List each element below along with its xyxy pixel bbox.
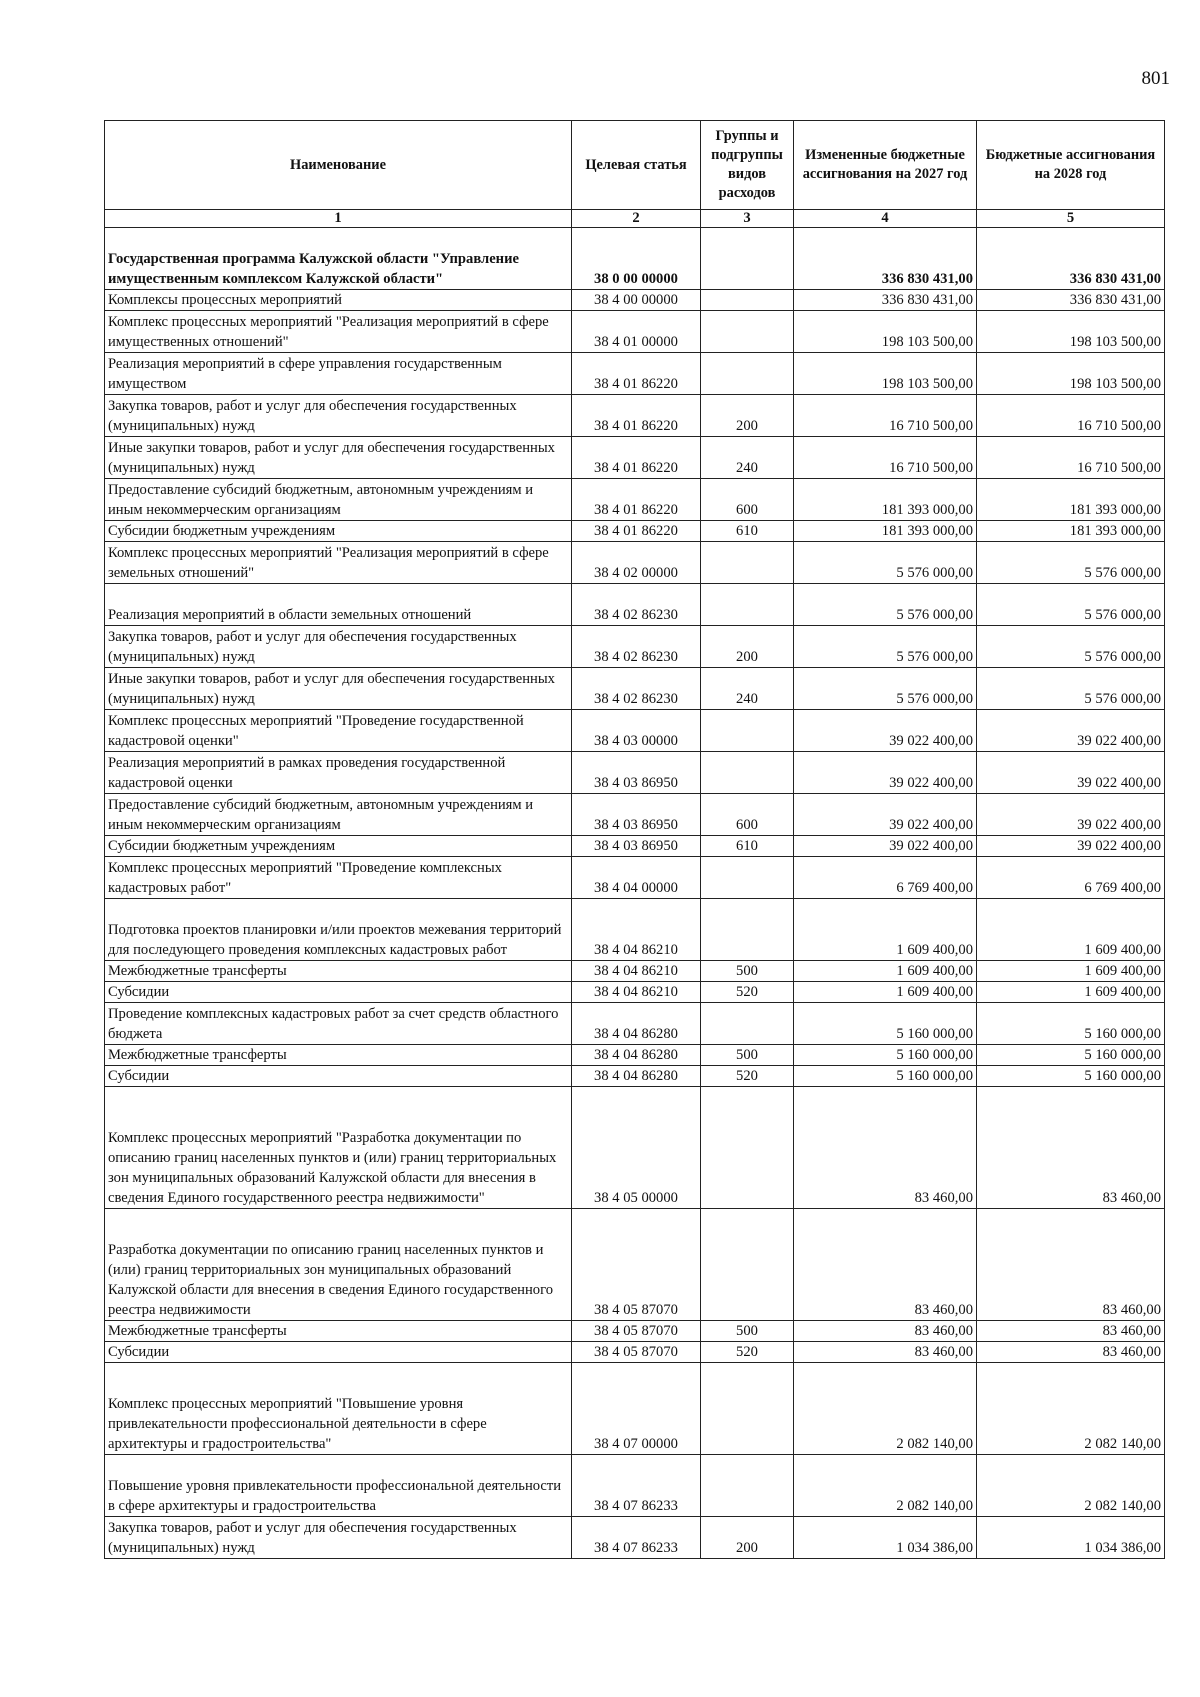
- table-row: [105, 752, 1165, 794]
- row-target-article: 38 4 05 87070: [572, 1209, 701, 1321]
- row-target-article: 38 4 04 86210: [572, 961, 701, 982]
- index-cell: 4: [794, 210, 977, 228]
- row-target-article: 38 4 04 86280: [572, 1003, 701, 1045]
- table-row: [105, 479, 1165, 521]
- row-target-article: 38 4 05 00000: [572, 1087, 701, 1209]
- index-row: [105, 210, 1165, 228]
- row-expense-group: 500: [701, 961, 794, 982]
- table-body: [105, 228, 1165, 1559]
- row-target-article: 38 4 01 86220: [572, 479, 701, 521]
- row-amount-2028: 83 460,00: [977, 1342, 1165, 1363]
- table-row: [105, 1455, 1165, 1517]
- table-row: [105, 794, 1165, 836]
- header-expense-groups: Группы и подгруппы видов расходов: [701, 121, 794, 210]
- row-amount-2028: 1 609 400,00: [977, 961, 1165, 982]
- row-name: Субсидии бюджетным учреждениям: [105, 521, 572, 542]
- row-name: Разработка документации по описанию границ населенных пунктов и (или) границ территориальных зон муниципальных образований Калужской области для внесения в сведения Единого государственного реестра недвижимости: [105, 1209, 572, 1321]
- row-expense-group: [701, 1363, 794, 1455]
- table-row: [105, 1363, 1165, 1455]
- row-name: Повышение уровня привлекательности профессиональной деятельности в сфере архитектуры и градостроительства: [105, 1455, 572, 1517]
- header-name: Наименование: [105, 121, 572, 210]
- row-amount-2027: 198 103 500,00: [794, 311, 977, 353]
- row-expense-group: [701, 899, 794, 961]
- row-name: Реализация мероприятий в области земельных отношений: [105, 584, 572, 626]
- row-target-article: 38 4 04 86280: [572, 1045, 701, 1066]
- table-row: [105, 1066, 1165, 1087]
- row-amount-2028: 181 393 000,00: [977, 479, 1165, 521]
- table-row: [105, 626, 1165, 668]
- table-row: [105, 542, 1165, 584]
- row-name: Предоставление субсидий бюджетным, автономным учреждениям и иным некоммерческим организациям: [105, 794, 572, 836]
- row-amount-2027: 6 769 400,00: [794, 857, 977, 899]
- row-amount-2027: 181 393 000,00: [794, 479, 977, 521]
- row-amount-2027: 1 609 400,00: [794, 961, 977, 982]
- row-expense-group: [701, 710, 794, 752]
- row-amount-2028: 39 022 400,00: [977, 752, 1165, 794]
- row-amount-2027: 1 034 386,00: [794, 1517, 977, 1559]
- row-target-article: 38 4 04 00000: [572, 857, 701, 899]
- index-cell: 3: [701, 210, 794, 228]
- row-name: Комплекс процессных мероприятий "Реализация мероприятий в сфере земельных отношений": [105, 542, 572, 584]
- row-amount-2028: 83 460,00: [977, 1087, 1165, 1209]
- row-amount-2027: 83 460,00: [794, 1087, 977, 1209]
- row-amount-2028: 1 609 400,00: [977, 899, 1165, 961]
- row-amount-2027: 16 710 500,00: [794, 437, 977, 479]
- table-row: [105, 1087, 1165, 1209]
- row-expense-group: 610: [701, 836, 794, 857]
- row-name: Комплекс процессных мероприятий "Повышение уровня привлекательности профессиональной деятельности в сфере архитектуры и градостроительства": [105, 1363, 572, 1455]
- table-row: [105, 353, 1165, 395]
- row-amount-2028: 16 710 500,00: [977, 437, 1165, 479]
- row-name: Реализация мероприятий в рамках проведения государственной кадастровой оценки: [105, 752, 572, 794]
- table-row: [105, 228, 1165, 290]
- row-name: Комплекс процессных мероприятий "Проведение государственной кадастровой оценки": [105, 710, 572, 752]
- row-name: Межбюджетные трансферты: [105, 961, 572, 982]
- row-expense-group: 520: [701, 982, 794, 1003]
- row-name: Предоставление субсидий бюджетным, автономным учреждениям и иным некоммерческим организациям: [105, 479, 572, 521]
- row-name: Закупка товаров, работ и услуг для обеспечения государственных (муниципальных) нужд: [105, 1517, 572, 1559]
- row-amount-2028: 16 710 500,00: [977, 395, 1165, 437]
- row-amount-2027: 336 830 431,00: [794, 290, 977, 311]
- row-expense-group: 200: [701, 395, 794, 437]
- row-name: Межбюджетные трансферты: [105, 1045, 572, 1066]
- table-row: [105, 899, 1165, 961]
- row-name: Закупка товаров, работ и услуг для обеспечения государственных (муниципальных) нужд: [105, 626, 572, 668]
- row-expense-group: [701, 1003, 794, 1045]
- row-amount-2027: 5 576 000,00: [794, 626, 977, 668]
- row-amount-2027: 16 710 500,00: [794, 395, 977, 437]
- row-expense-group: 610: [701, 521, 794, 542]
- row-expense-group: 520: [701, 1342, 794, 1363]
- row-target-article: 38 4 01 00000: [572, 311, 701, 353]
- row-amount-2028: 39 022 400,00: [977, 710, 1165, 752]
- row-target-article: 38 4 03 86950: [572, 794, 701, 836]
- row-amount-2027: 5 576 000,00: [794, 668, 977, 710]
- table-row: [105, 311, 1165, 353]
- row-name: Подготовка проектов планировки и/или проектов межевания территорий для последующего проведения комплексных кадастровых работ: [105, 899, 572, 961]
- index-cell: 2: [572, 210, 701, 228]
- row-amount-2027: 5 160 000,00: [794, 1003, 977, 1045]
- row-target-article: 38 4 05 87070: [572, 1342, 701, 1363]
- table-row: [105, 437, 1165, 479]
- row-amount-2028: 336 830 431,00: [977, 228, 1165, 290]
- row-amount-2028: 5 576 000,00: [977, 668, 1165, 710]
- row-amount-2028: 198 103 500,00: [977, 311, 1165, 353]
- row-amount-2027: 5 576 000,00: [794, 542, 977, 584]
- row-name: Проведение комплексных кадастровых работ за счет средств областного бюджета: [105, 1003, 572, 1045]
- table-row: [105, 584, 1165, 626]
- row-name: Субсидии бюджетным учреждениям: [105, 836, 572, 857]
- row-expense-group: 520: [701, 1066, 794, 1087]
- row-amount-2027: 5 160 000,00: [794, 1066, 977, 1087]
- row-name: Субсидии: [105, 1342, 572, 1363]
- row-expense-group: 500: [701, 1045, 794, 1066]
- row-expense-group: [701, 542, 794, 584]
- row-expense-group: [701, 228, 794, 290]
- table-row: [105, 836, 1165, 857]
- header-row: [105, 121, 1165, 210]
- row-amount-2027: 1 609 400,00: [794, 899, 977, 961]
- row-amount-2028: 39 022 400,00: [977, 836, 1165, 857]
- row-expense-group: [701, 1087, 794, 1209]
- row-target-article: 38 4 03 86950: [572, 836, 701, 857]
- row-amount-2028: 5 576 000,00: [977, 626, 1165, 668]
- row-amount-2027: 5 160 000,00: [794, 1045, 977, 1066]
- row-expense-group: [701, 1455, 794, 1517]
- row-expense-group: [701, 311, 794, 353]
- row-amount-2027: 39 022 400,00: [794, 794, 977, 836]
- row-target-article: 38 4 01 86220: [572, 521, 701, 542]
- row-expense-group: 500: [701, 1321, 794, 1342]
- table-row: [105, 857, 1165, 899]
- index-cell: 5: [977, 210, 1165, 228]
- row-expense-group: 240: [701, 437, 794, 479]
- row-amount-2027: 39 022 400,00: [794, 752, 977, 794]
- row-amount-2027: 2 082 140,00: [794, 1455, 977, 1517]
- header-target-article: Целевая статья: [572, 121, 701, 210]
- table-row: [105, 668, 1165, 710]
- table-row: [105, 1321, 1165, 1342]
- row-target-article: 38 4 01 86220: [572, 395, 701, 437]
- table-row: [105, 961, 1165, 982]
- row-target-article: 38 4 04 86280: [572, 1066, 701, 1087]
- table-row: [105, 710, 1165, 752]
- row-name: Субсидии: [105, 1066, 572, 1087]
- row-target-article: 38 4 02 86230: [572, 668, 701, 710]
- row-target-article: 38 4 00 00000: [572, 290, 701, 311]
- row-target-article: 38 4 02 86230: [572, 584, 701, 626]
- row-amount-2028: 2 082 140,00: [977, 1363, 1165, 1455]
- row-amount-2028: 5 160 000,00: [977, 1003, 1165, 1045]
- row-name: Государственная программа Калужской области "Управление имущественным комплексом Калужской области": [105, 228, 572, 290]
- row-target-article: 38 4 02 00000: [572, 542, 701, 584]
- row-expense-group: 200: [701, 626, 794, 668]
- row-target-article: 38 4 03 86950: [572, 752, 701, 794]
- row-amount-2028: 6 769 400,00: [977, 857, 1165, 899]
- row-amount-2028: 83 460,00: [977, 1209, 1165, 1321]
- row-target-article: 38 4 04 86210: [572, 899, 701, 961]
- row-name: Комплекс процессных мероприятий "Проведение комплексных кадастровых работ": [105, 857, 572, 899]
- table-row: [105, 1209, 1165, 1321]
- table-row: [105, 1003, 1165, 1045]
- row-amount-2028: 1 034 386,00: [977, 1517, 1165, 1559]
- row-expense-group: [701, 1209, 794, 1321]
- row-amount-2028: 5 576 000,00: [977, 542, 1165, 584]
- row-amount-2028: 5 576 000,00: [977, 584, 1165, 626]
- row-amount-2027: 181 393 000,00: [794, 521, 977, 542]
- row-amount-2028: 5 160 000,00: [977, 1045, 1165, 1066]
- row-amount-2027: 83 460,00: [794, 1342, 977, 1363]
- row-amount-2027: 39 022 400,00: [794, 710, 977, 752]
- row-target-article: 38 4 04 86210: [572, 982, 701, 1003]
- table-row: [105, 1342, 1165, 1363]
- row-amount-2027: 1 609 400,00: [794, 982, 977, 1003]
- row-expense-group: [701, 290, 794, 311]
- row-expense-group: 600: [701, 479, 794, 521]
- row-name: Комплексы процессных мероприятий: [105, 290, 572, 311]
- row-expense-group: 240: [701, 668, 794, 710]
- row-target-article: 38 4 02 86230: [572, 626, 701, 668]
- row-expense-group: [701, 752, 794, 794]
- row-expense-group: 200: [701, 1517, 794, 1559]
- row-amount-2027: 83 460,00: [794, 1321, 977, 1342]
- row-target-article: 38 4 07 00000: [572, 1363, 701, 1455]
- index-cell: 1: [105, 210, 572, 228]
- row-name: Иные закупки товаров, работ и услуг для обеспечения государственных (муниципальных) нужд: [105, 437, 572, 479]
- row-name: Закупка товаров, работ и услуг для обеспечения государственных (муниципальных) нужд: [105, 395, 572, 437]
- row-amount-2027: 39 022 400,00: [794, 836, 977, 857]
- row-target-article: 38 4 07 86233: [572, 1455, 701, 1517]
- row-amount-2028: 1 609 400,00: [977, 982, 1165, 1003]
- table-row: [105, 982, 1165, 1003]
- row-amount-2028: 39 022 400,00: [977, 794, 1165, 836]
- row-expense-group: [701, 857, 794, 899]
- row-amount-2027: 2 082 140,00: [794, 1363, 977, 1455]
- table-row: [105, 395, 1165, 437]
- row-name: Комплекс процессных мероприятий "Реализация мероприятий в сфере имущественных отношений": [105, 311, 572, 353]
- budget-table-wrapper: [104, 120, 1164, 1559]
- row-amount-2028: 2 082 140,00: [977, 1455, 1165, 1517]
- row-target-article: 38 4 03 00000: [572, 710, 701, 752]
- row-amount-2028: 5 160 000,00: [977, 1066, 1165, 1087]
- budget-table: [104, 120, 1165, 1559]
- row-target-article: 38 4 05 87070: [572, 1321, 701, 1342]
- row-amount-2027: 198 103 500,00: [794, 353, 977, 395]
- table-row: [105, 1045, 1165, 1066]
- table-row: [105, 290, 1165, 311]
- page-number: 801: [1141, 68, 1170, 89]
- row-name: Комплекс процессных мероприятий "Разработка документации по описанию границ населенных пунктов и (или) границ территориальных зон муниципальных образований Калужской области для внесения в сведения Единого государственного реестра недвижимости": [105, 1087, 572, 1209]
- row-expense-group: [701, 353, 794, 395]
- row-amount-2028: 198 103 500,00: [977, 353, 1165, 395]
- table-row: [105, 521, 1165, 542]
- row-amount-2028: 336 830 431,00: [977, 290, 1165, 311]
- row-expense-group: 600: [701, 794, 794, 836]
- table-row: [105, 1517, 1165, 1559]
- row-target-article: 38 4 01 86220: [572, 353, 701, 395]
- row-amount-2027: 5 576 000,00: [794, 584, 977, 626]
- row-amount-2027: 83 460,00: [794, 1209, 977, 1321]
- header-2028: Бюджетные ассигнования на 2028 год: [977, 121, 1165, 210]
- row-amount-2027: 336 830 431,00: [794, 228, 977, 290]
- row-name: Межбюджетные трансферты: [105, 1321, 572, 1342]
- row-amount-2028: 181 393 000,00: [977, 521, 1165, 542]
- row-name: Субсидии: [105, 982, 572, 1003]
- row-target-article: 38 4 07 86233: [572, 1517, 701, 1559]
- row-target-article: 38 0 00 00000: [572, 228, 701, 290]
- row-target-article: 38 4 01 86220: [572, 437, 701, 479]
- row-expense-group: [701, 584, 794, 626]
- header-2027: Измененные бюджетные ассигнования на 2027 год: [794, 121, 977, 210]
- row-amount-2028: 83 460,00: [977, 1321, 1165, 1342]
- row-name: Иные закупки товаров, работ и услуг для обеспечения государственных (муниципальных) нужд: [105, 668, 572, 710]
- row-name: Реализация мероприятий в сфере управления государственным имуществом: [105, 353, 572, 395]
